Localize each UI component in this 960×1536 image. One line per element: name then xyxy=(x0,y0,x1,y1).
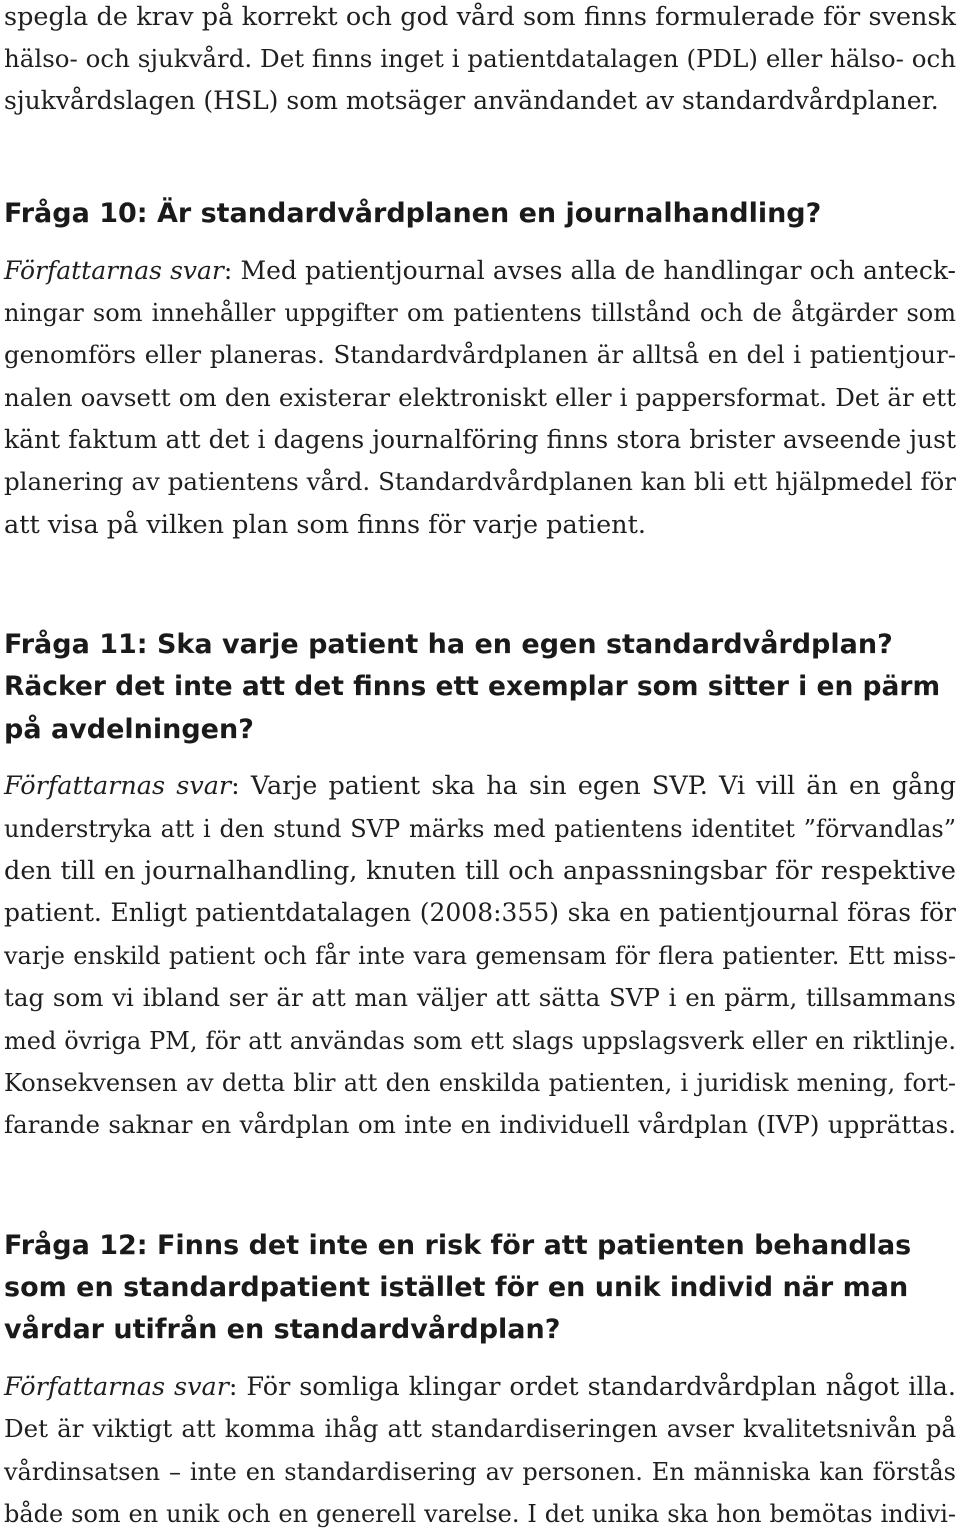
q12-line-3: vårdinsatsen – inte en standardisering av personen. En människa kan förstås xyxy=(4,1458,956,1486)
q11-answer-text: : Varje patient ska ha sin egen SVP. Vi vill än en gång xyxy=(231,771,956,801)
q12-line-2: Det är viktigt att komma ihåg att standardiseringen avser kvalitetsnivån på xyxy=(4,1414,956,1443)
q11-answer-line-1 xyxy=(4,769,956,803)
q11-line-9: farande saknar en vårdplan om inte en individuell vårdplan (IVP) upprättas. xyxy=(4,1110,956,1139)
q11-line-8: Konsekvensen av detta blir att den enskilda patienten, i juridisk mening, fort- xyxy=(4,1069,956,1097)
q10-line-3: genomförs eller planeras. Standardvårdplanen är alltså en del i patientjour- xyxy=(4,340,956,369)
q11-line-7: med övriga PM, för att användas som ett slags uppslagsverk eller en riktlinje. xyxy=(4,1027,956,1055)
question-11-heading-line-3: på avdelningen? xyxy=(4,714,254,745)
q10-line-6: planering av patientens vård. Standardvårdplanen kan bli ett hjälpmedel för xyxy=(4,467,956,496)
intro-line-3: sjukvårdslagen (HSL) som motsäger användandet av standardvårdplaner. xyxy=(4,86,939,115)
q11-line-3: den till en journalhandling, knuten till och anpassningsbar för respektive xyxy=(4,856,956,886)
q11-line-2: understryka att i den stund SVP märks med patientens identitet ”förvandlas” xyxy=(4,815,956,843)
q10-answer-label: Författarnas svar xyxy=(4,256,224,285)
q12-answer-line-1 xyxy=(4,1370,956,1404)
question-11-heading-line-1: Fråga 11: Ska varje patient ha en egen standardvårdplan? xyxy=(4,629,893,660)
q10-answer-line-1 xyxy=(4,254,956,288)
question-12-heading-line-1: Fråga 12: Finns det inte en risk för att patienten behandlas xyxy=(4,1230,912,1261)
q11-line-6: tag som vi ibland ser är att man väljer att sätta SVP i en pärm, tillsammans xyxy=(4,983,956,1012)
question-11-heading-line-2: Räcker det inte att det finns ett exemplar som sitter i en pärm xyxy=(4,671,941,702)
question-10-heading: Fråga 10: Är standardvårdplanen en journalhandling? xyxy=(4,198,822,229)
intro-line-1: spegla de krav på korrekt och god vård som finns formulerade för svensk xyxy=(4,2,956,32)
q12-line-4: både som en unik och en generell varelse. I det unika ska hon bemötas indivi- xyxy=(4,1500,956,1528)
q10-line-4: nalen oavsett om den existerar elektroniskt eller i pappersformat. Det är ett xyxy=(4,383,956,412)
q11-line-5: varje enskild patient och får inte vara gemensam för flera patienter. Ett miss- xyxy=(4,942,956,970)
q10-line-2: ningar som innehåller uppgifter om patientens tillstånd och de åtgärder som xyxy=(4,299,956,327)
q11-answer-label: Författarnas svar xyxy=(4,771,232,801)
q11-line-4: patient. Enligt patientdatalagen (2008:355) ska en patientjournal föras för xyxy=(4,898,956,927)
question-12-heading-line-3: vårdar utifrån en standardvårdplan? xyxy=(4,1314,561,1345)
q12-answer-label: Författarnas svar xyxy=(4,1372,229,1402)
question-12-heading-line-2: som en standardpatient istället för en unik individ när man xyxy=(4,1272,909,1303)
q10-line-7: att visa på vilken plan som finns för varje patient. xyxy=(4,510,646,540)
q10-line-5: känt faktum att det i dagens journalföring finns stora brister avseende just xyxy=(4,425,956,454)
q12-answer-text: : För somliga klingar ordet standardvårdplan något illa. xyxy=(228,1372,956,1402)
q10-answer-text: : Med patientjournal avses alla de handlingar och anteck- xyxy=(223,256,956,285)
intro-line-2: hälso- och sjukvård. Det finns inget i patientdatalagen (PDL) eller hälso- och xyxy=(4,44,956,73)
